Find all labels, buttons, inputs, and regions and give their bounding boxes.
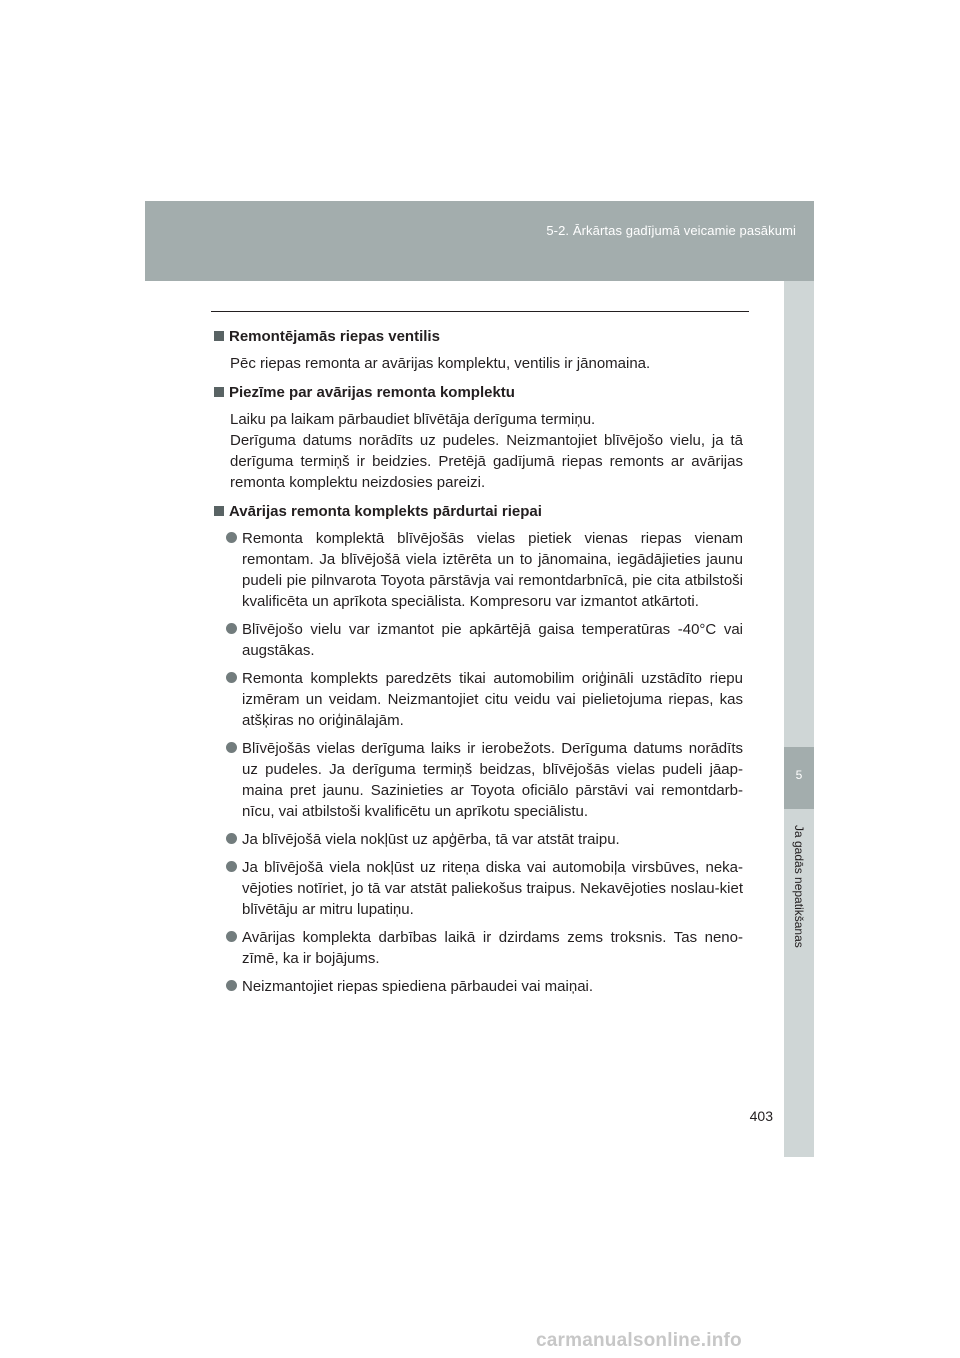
round-bullet-icon [226,623,237,634]
section-heading-text: Piezīme par avārijas remonta komplektu [229,384,515,401]
section-heading [213,501,743,522]
section-paragraph: Derīguma datums norādīts uz pudeles. Neizmantojiet blīvējošo vielu, ja tā derīguma termiņš ir beidzies. Pretējā gadījumā riepas remonts ar avārijas remonta komplektu neizdosies pareizi. [230,432,743,491]
round-bullet-icon [226,742,237,753]
section-paragraph: Laiku pa laikam pārbaudiet blīvētāja derīguma termiņu. [230,411,596,428]
round-bullet-icon [226,532,237,543]
watermark-text: carmanualsonline.info [536,1330,742,1351]
list-item [213,829,743,850]
page-content [213,326,743,1004]
list-item-text: Blīvējošās vielas derīguma laiks ir ierobežots. Derīguma datums norādīts uz pudeles. Ja derīguma termiņš beidzas, blīvējošās vielas pudeli jāap-maina pret jaunu. Sazinieties ar Toyota oficiālo pārstāvi vai remontdarb-nīcu, vai atbilstoši kvalificētu un aprīkotu speciālistu. [242,740,743,820]
section-heading-text: Avārijas remonta komplekts pārdurtai riepai [229,503,542,520]
round-bullet-icon [226,833,237,844]
list-item-text: Avārijas komplekta darbības laikā ir dzirdams zems troksnis. Tas neno-zīmē, ka ir bojājums. [242,929,743,967]
list-item [213,857,743,920]
side-tab-lower [784,809,814,1157]
section-paragraph: Pēc riepas remonta ar avārijas komplektu, ventilis ir jānomaina. [230,355,651,372]
page-number: 403 [749,1108,773,1124]
side-tab-upper [784,281,814,747]
chapter-number: 5 [795,768,803,782]
square-bullet-icon [214,506,224,516]
section-heading [213,382,743,403]
chapter-title: 5-2. Ārkārtas gadījumā veicamie pasākumi [546,223,796,238]
list-item [213,738,743,822]
list-item-text: Blīvējošo vielu var izmantot pie apkārtējā gaisa temperatūras -40°C vai augstākas. [242,621,743,659]
section-paragraphs [230,409,743,493]
round-bullet-icon [226,931,237,942]
round-bullet-icon [226,672,237,683]
list-item [213,619,743,661]
list-item-text: Remonta komplekts paredzēts tikai automobilim oriģināli uzstādīto riepu izmēram un veidam. Neizmantojiet citu veidu vai pielietojuma riepas, kas atšķiras no oriģinālajām. [242,670,743,729]
list-item-text: Ja blīvējošā viela nokļūst uz apģērba, tā var atstāt traipu. [242,831,620,848]
round-bullet-icon [226,861,237,872]
side-tab-chapter-marker [784,747,814,809]
list-item [213,927,743,969]
list-item [213,528,743,612]
square-bullet-icon [214,387,224,397]
chapter-tab-label: Ja gadās nepatikšanas [792,825,806,948]
bullet-list [213,528,743,997]
list-item-text: Neizmantojiet riepas spiediena pārbaudei vai maiņai. [242,978,594,995]
list-item-text: Remonta komplektā blīvējošās vielas pietiek vienas riepas vienam remontam. Ja blīvējošā viela iztērēta un to jānomaina, iegādājieties jaunu pudeli pie pilnvarota Toyota pārstāvja vai remontdarbnīcā, pie cita atbilstoši kvalificēta un aprīkota speciālista. Kompresoru var izmantot atkārtoti. [242,530,743,610]
section-divider [211,311,749,312]
section-heading-text: Remontējamās riepas ventilis [229,328,440,345]
section-heading [213,326,743,347]
list-item [213,668,743,731]
round-bullet-icon [226,980,237,991]
chapter-header-band [145,201,814,281]
list-item-text: Ja blīvējošā viela nokļūst uz riteņa diska vai automobiļa virsbūves, neka-vējoties notīriet, jo tā var atstāt paliekošus traipus. Nekavējoties noslau-kiet blīvētāju ar mitru lupatiņu. [242,859,743,918]
square-bullet-icon [214,331,224,341]
list-item [213,976,743,997]
